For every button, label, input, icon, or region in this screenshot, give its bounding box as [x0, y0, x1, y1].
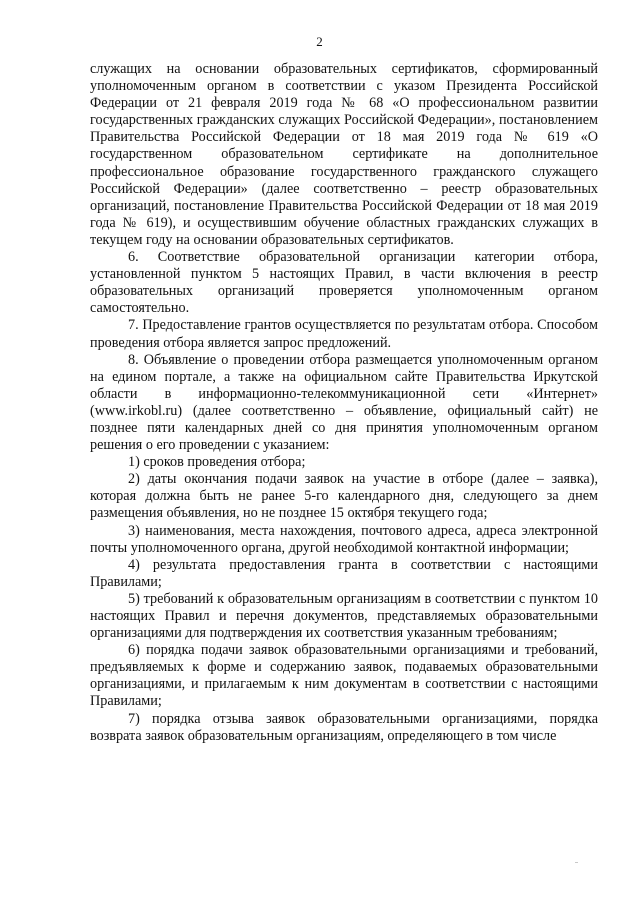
list-item-3: 3) наименования, места нахождения, почтового адреса, адреса электронной почты уполномоченного органа, другой необходимой контактной информации; [90, 522, 598, 556]
list-item-7: 7) порядка отзыва заявок образовательными организациями, порядка возврата заявок образовательным организациям, определяющего в том числе [90, 710, 598, 744]
paragraph-item-6: 6. Соответствие образовательной организации категории отбора, установленной пунктом 5 настоящих Правил, в части включения в реестр образовательных организаций проверяется уполномоченным органом самостоятельно. [90, 249, 598, 317]
list-item-6: 6) порядка подачи заявок образовательными организациями и требований, предъявляемых к форме и содержанию заявок, подаваемых образовательными организациями, и прилагаемым к ним документам в соответствии с настоящими Правилами; [90, 642, 598, 710]
paragraph-item-8: 8. Объявление о проведении отбора размещается уполномоченным органом на едином портале, а также на официальном сайте Правительства Иркутской области в информационно-телекоммуникационной сети «Интернет» (www.irkobl.ru) (далее соответственно – объявление, официальный сайт) не позднее пяти календарных дней со дня принятия уполномоченным органом решения о его проведении с указанием: [90, 351, 598, 454]
list-item-2: 2) даты окончания подачи заявок на участие в отборе (далее – заявка), которая должна быть не ранее 5-го календарного дня, следующего за днем размещения объявления, но не позднее 15 октября текущего года; [90, 471, 598, 522]
paragraph-continuation: служащих на основании образовательных сертификатов, сформированный уполномоченным органом в соответствии с указом Президента Российской Федерации от 21 февраля 2019 года № 68 «О профессиональном развитии государственных гражданских служащих Российской Федерации», постановлением Правительства Российской Федерации от 18 мая 2019 года № 619 «О государственном образовательном сертификате на дополнительное профессиональное образование государственного гражданского служащего Российской Федерации» (далее соответственно – реестр образовательных организаций, постановление Правительства Российской Федерации от 18 мая 2019 года № 619), и осуществившим обучение областных гражданских служащих в текущем году на основании образовательных сертификатов. [90, 61, 598, 248]
paragraph-item-7: 7. Предоставление грантов осуществляется по результатам отбора. Способом проведения отбора является запрос предложений. [90, 317, 598, 351]
page-number: 2 [316, 34, 323, 49]
scan-speck [575, 862, 578, 863]
body-text [90, 61, 598, 745]
list-item-1: 1) сроков проведения отбора; [128, 454, 306, 471]
list-item-5: 5) требований к образовательным организациям в соответствии с пунктом 10 настоящих Правил и перечня документов, представляемых образовательными организациями для подтверждения их соответствия указанным требованиям; [90, 590, 598, 642]
list-item-4: 4) результата предоставления гранта в соответствии с настоящими Правилами; [90, 556, 598, 590]
